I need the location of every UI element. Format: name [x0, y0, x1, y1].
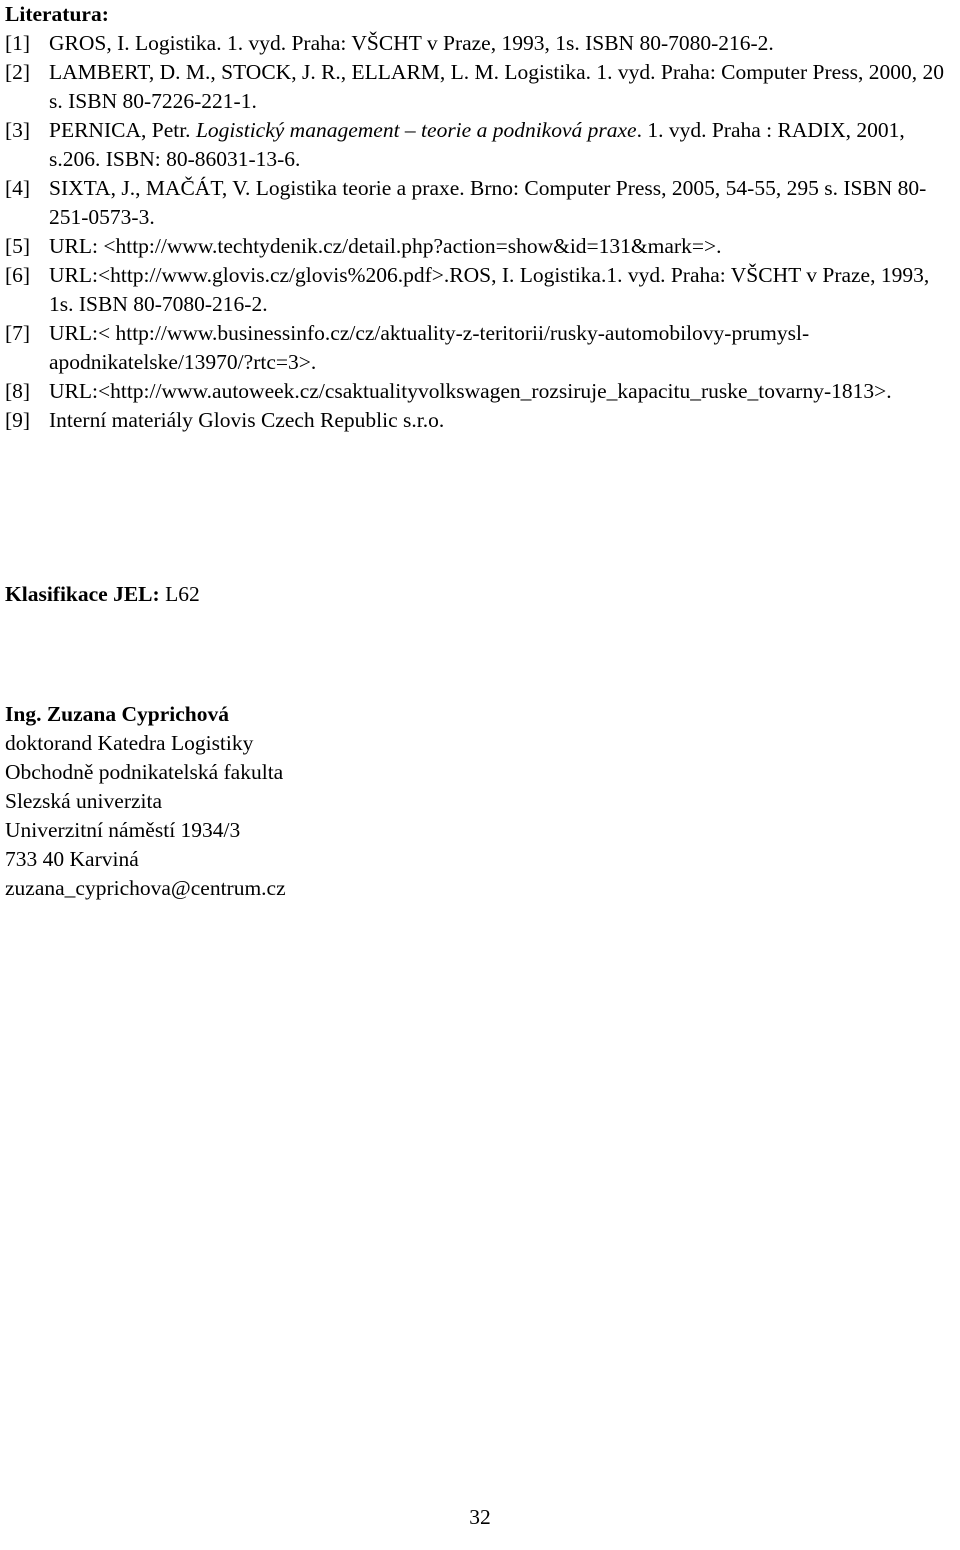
- reference-text: Interní materiály Glovis Czech Republic s.r.o.: [49, 408, 445, 432]
- reference-url: URL:< http://www.businessinfo.cz/cz/aktuality-z-teritorii/rusky-automobilovy-prumysl-apodnikatelske/13970/?rtc=3>.: [49, 321, 810, 374]
- reference-list: [5, 29, 955, 435]
- reference-text: [49, 116, 955, 174]
- reference-text: GROS, I. Logistika. 1. vyd. Praha: VŠCHT v Praze, 1993, 1s. ISBN 80-7080-216-2.: [49, 31, 774, 55]
- literature-heading: Literatura:: [5, 2, 109, 26]
- reference-number: [7]: [5, 321, 31, 345]
- reference-item: [5, 261, 955, 319]
- literature-section: [5, 0, 955, 435]
- reference-url: URL: <http://www.techtydenik.cz/detail.php?action=show&id=131&mark=>.: [49, 234, 722, 258]
- reference-url: URL:<http://www.glovis.cz/glovis%206.pdf>.ROS, I. Logistika.1. vyd. Praha: VŠCHT v Praze, 1993, 1s. ISBN 80-7080-216-2.: [49, 263, 930, 316]
- reference-publication: . 1. vyd. Praha : RADIX, 2001, s.206. ISBN: 80-86031-13-6.: [49, 118, 905, 171]
- reference-item: [5, 232, 955, 261]
- reference-item: [5, 174, 955, 232]
- reference-number: [8]: [5, 379, 31, 403]
- author-name: Ing. Zuzana Cyprichová: [5, 702, 229, 726]
- reference-item: [5, 29, 955, 58]
- author-faculty: Obchodně podnikatelská fakulta: [5, 760, 284, 784]
- reference-text: LAMBERT, D. M., STOCK, J. R., ELLARM, L. M. Logistika. 1. vyd. Praha: Computer Press, 2000, 20 s. ISBN 80-7226-221-1.: [49, 60, 944, 113]
- reference-item: [5, 319, 955, 377]
- jel-value: L62: [165, 582, 200, 606]
- reference-number: [9]: [5, 408, 31, 432]
- reference-item: [5, 58, 955, 116]
- reference-number: [2]: [5, 60, 31, 84]
- author-position: doktorand Katedra Logistiky: [5, 731, 254, 755]
- author-email: zuzana_cyprichova@centrum.cz: [5, 876, 286, 900]
- author-university: Slezská univerzita: [5, 789, 163, 813]
- author-city: 733 40 Karviná: [5, 847, 139, 871]
- reference-item: [5, 377, 955, 406]
- jel-classification: [5, 580, 200, 609]
- reference-author: PERNICA, Petr.: [49, 118, 196, 142]
- reference-title: Logistický management – teorie a podniková praxe: [195, 118, 637, 142]
- page-number: 32: [469, 1505, 491, 1529]
- reference-number: [5]: [5, 234, 31, 258]
- reference-item: [5, 406, 955, 435]
- author-street: Univerzitní náměstí 1934/3: [5, 818, 241, 842]
- reference-number: [6]: [5, 263, 31, 287]
- author-block: [5, 700, 286, 903]
- jel-label: Klasifikace JEL:: [5, 582, 160, 606]
- reference-number: [4]: [5, 176, 31, 200]
- reference-item: [5, 116, 955, 174]
- reference-url: URL:<http://www.autoweek.cz/csaktualityvolkswagen_rozsiruje_kapacitu_ruske_tovarny-1813>.: [49, 379, 892, 403]
- reference-number: [1]: [5, 31, 31, 55]
- reference-number: [3]: [5, 118, 31, 142]
- reference-text: SIXTA, J., MAČÁT, V. Logistika teorie a praxe. Brno: Computer Press, 2005, 54-55, 295 s. ISBN 80-251-0573-3.: [49, 176, 927, 229]
